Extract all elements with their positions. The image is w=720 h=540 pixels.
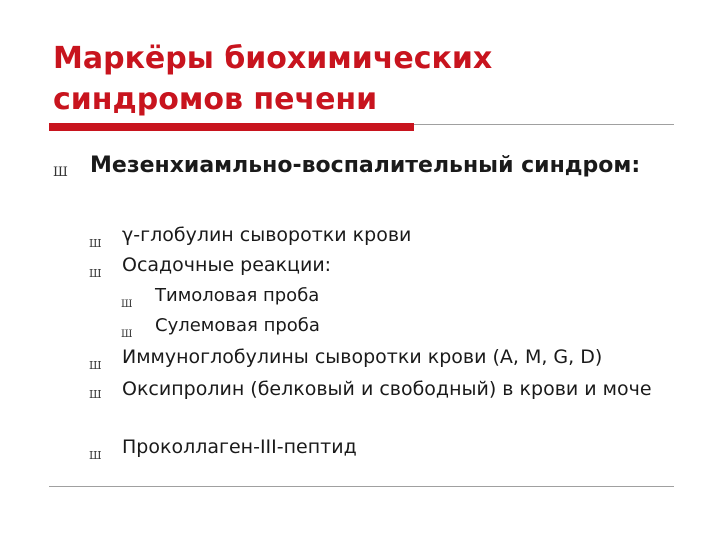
bullet-marker: Ш bbox=[89, 237, 102, 250]
bullet-marker: Ш bbox=[121, 329, 133, 340]
list-item bbox=[89, 432, 682, 462]
main-item-text: Мезенхиамльно-воспалительный синдром: bbox=[90, 153, 641, 178]
title-accent-bar bbox=[49, 123, 414, 131]
list-item-text: Проколлаген-III-пептид bbox=[122, 436, 357, 458]
bullet-marker: Ш bbox=[89, 359, 102, 372]
sub-list-item bbox=[121, 311, 675, 341]
slide-title: Маркёры биохимических синдромов печени bbox=[53, 41, 493, 117]
sub-list-item-text: Сулемовая проба bbox=[155, 315, 320, 336]
bullet-marker: Ш bbox=[89, 388, 102, 401]
list-item-text: γ-глобулин сыворотки крови bbox=[122, 224, 412, 246]
sub-list-item bbox=[121, 281, 675, 311]
footer-divider bbox=[49, 486, 674, 487]
list-item-text: Иммуноглобулины сыворотки крови (A, M, G, D) bbox=[122, 346, 603, 368]
main-bullet-item bbox=[53, 152, 690, 180]
bullet-marker: Ш bbox=[121, 299, 133, 310]
bullet-marker: Ш bbox=[89, 267, 102, 280]
sub-list-item-text: Тимоловая проба bbox=[155, 285, 320, 306]
list-item bbox=[89, 342, 682, 372]
list-item-text: Осадочные реакции: bbox=[122, 254, 332, 276]
list-item bbox=[89, 377, 672, 401]
list-item bbox=[89, 250, 682, 280]
bullet-marker: Ш bbox=[53, 165, 68, 180]
bullet-marker: Ш bbox=[89, 449, 102, 462]
list-item-text: Оксипролин (белковый и свободный) в крови и моче bbox=[122, 378, 652, 400]
list-item bbox=[89, 220, 682, 250]
